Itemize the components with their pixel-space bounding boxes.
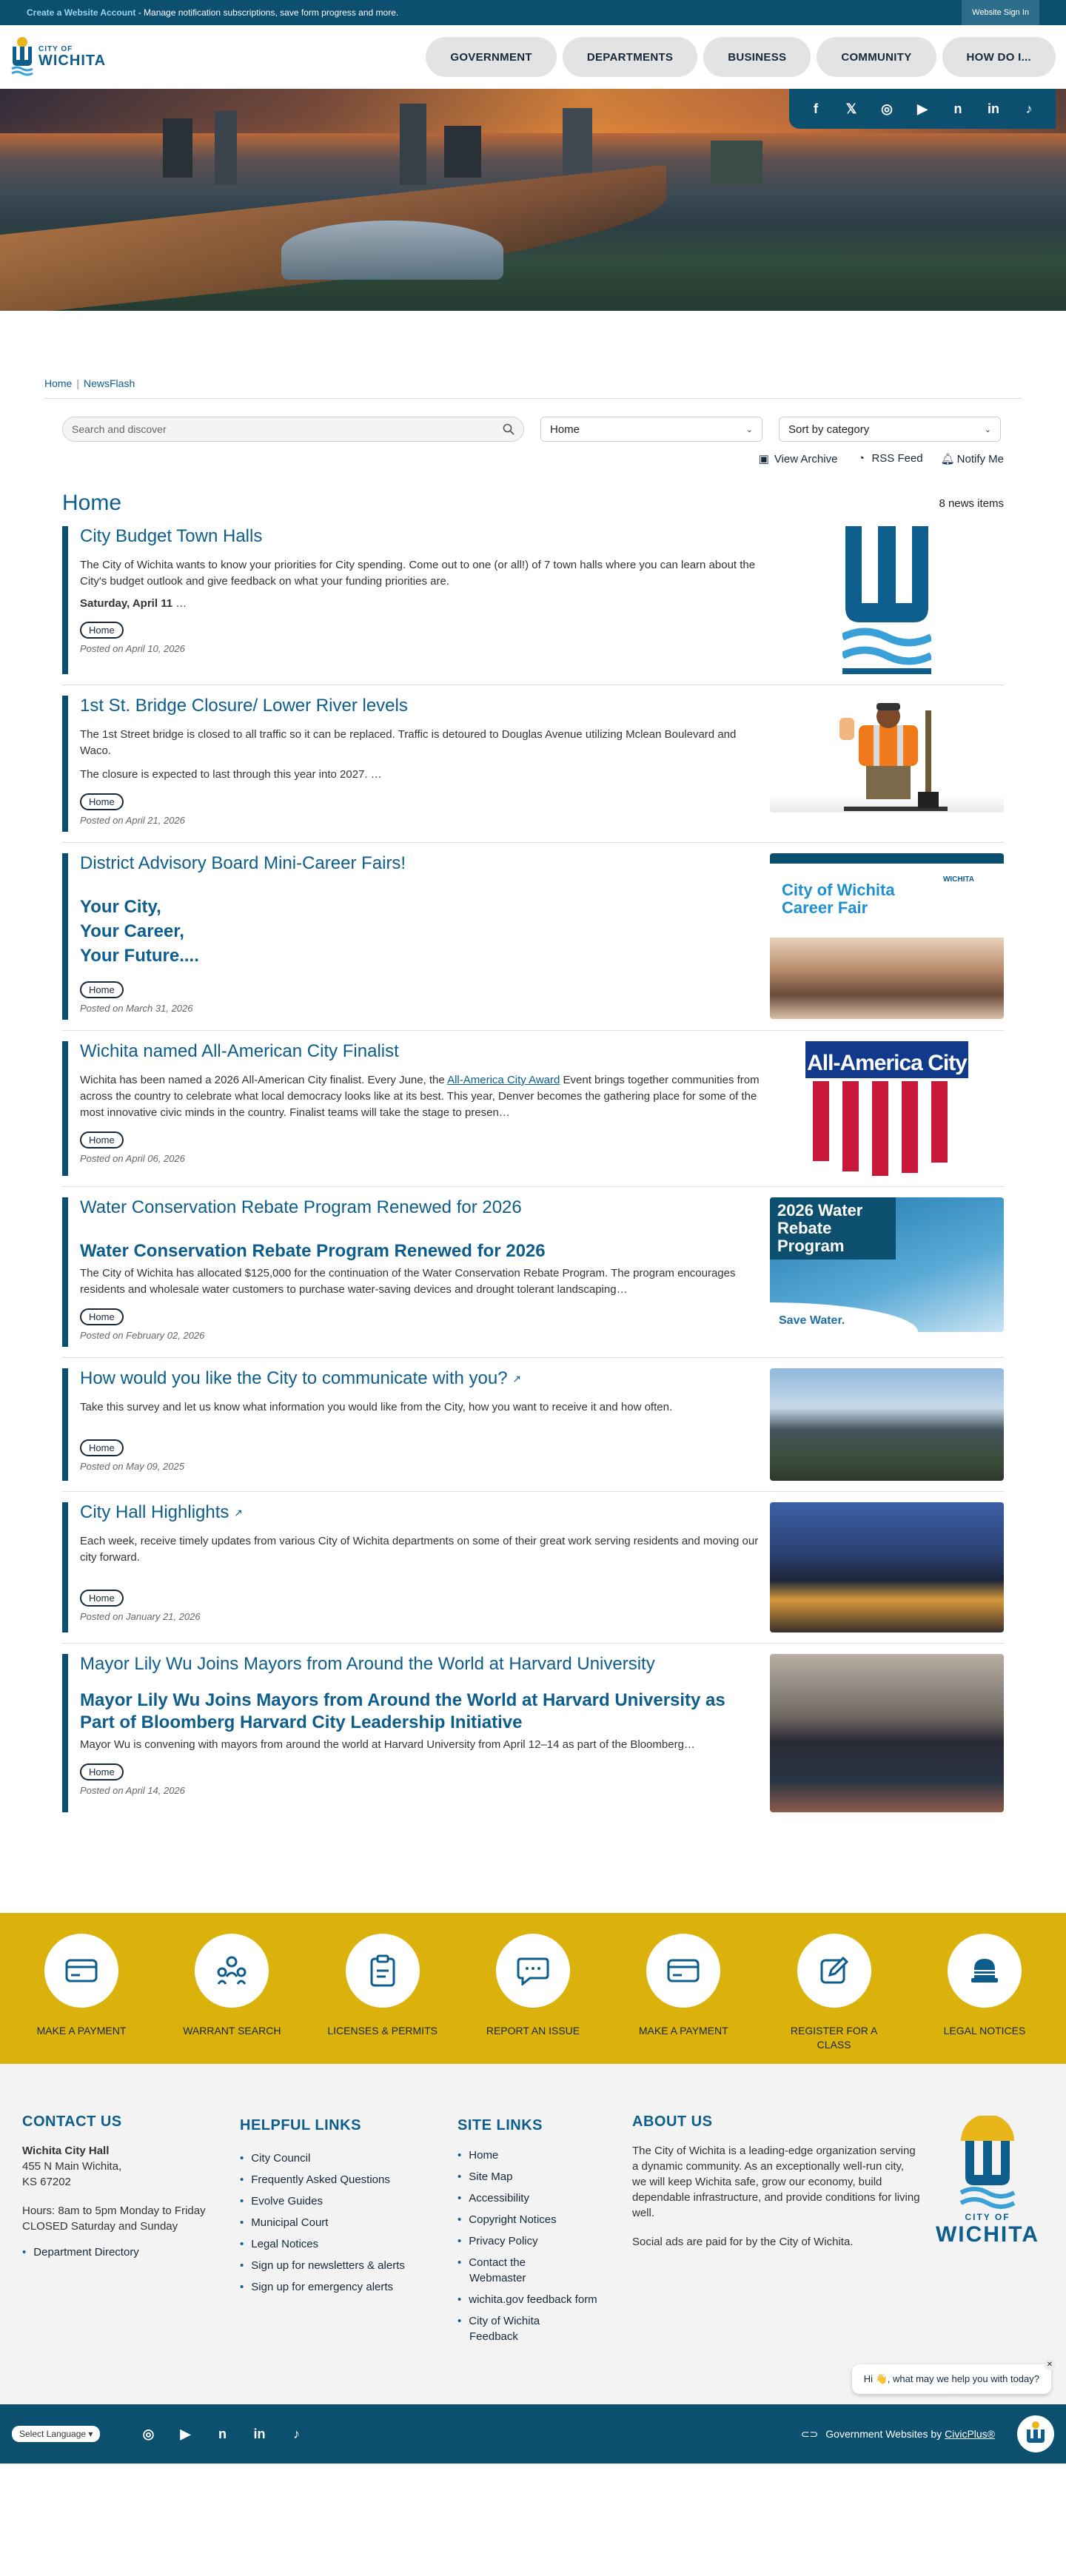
- wichita-logo-icon: [842, 526, 931, 674]
- wichita-logo-icon: [958, 2116, 1017, 2212]
- chat-icon: [496, 1934, 570, 2008]
- account-bar: [0, 0, 1066, 25]
- wichita-logo-icon: [10, 36, 34, 78]
- helpful-links-heading: HELPFUL LINKS: [240, 2117, 361, 2133]
- chat-prompt[interactable]: [852, 2360, 1053, 2394]
- footer-link[interactable]: • Privacy Policy: [457, 2233, 632, 2249]
- nav-business[interactable]: BUSINESS: [703, 37, 811, 77]
- save-water-text: Save Water.: [770, 1302, 918, 1332]
- news-item-title[interactable]: Water Conservation Rebate Program Renewed for 2026: [80, 1197, 522, 1217]
- people-photo: [770, 938, 1004, 1019]
- news-item-image[interactable]: [770, 1654, 1004, 1812]
- news-title: Home: [62, 491, 122, 515]
- hero-building: [400, 104, 426, 185]
- news-divider: [62, 1643, 1004, 1644]
- account-message-text: - Manage notification subscriptions, save form progress and more.: [135, 7, 399, 18]
- construction-worker-illustration: [770, 696, 1004, 813]
- news-item-image[interactable]: [770, 1041, 1004, 1176]
- subtitle-line: Your City,: [80, 897, 161, 917]
- bottom-bar: [0, 2404, 1066, 2464]
- news-item-body: [80, 526, 761, 674]
- news-item-posted: Posted on March 31, 2026: [80, 1003, 193, 1014]
- nextdoor-icon[interactable]: n: [218, 2426, 227, 2441]
- service-licenses-permits[interactable]: [324, 1934, 442, 2064]
- news-item: [62, 1502, 1004, 1632]
- news-item-text: Each week, receive timely updates from various City of Wichita departments on some of their great work serving residents and moving our city forward.: [80, 1535, 759, 1564]
- contact-address: KS 67202: [22, 2176, 71, 2188]
- instagram-icon[interactable]: ◎: [881, 101, 893, 116]
- news-item-title-text: How would you like the City to communicate with you?: [80, 1368, 508, 1388]
- news-text-part: Wichita has been named a 2026 All-American City finalist. Every June, the: [80, 1074, 448, 1086]
- news-divider: [62, 1357, 1004, 1358]
- contact-heading: CONTACT US: [22, 2113, 122, 2130]
- sort-select-value: Sort by category: [788, 423, 870, 436]
- linkedin-icon[interactable]: in: [988, 101, 999, 116]
- site-links-list: [457, 2148, 632, 2344]
- service-label: MAKE A PAYMENT: [36, 2025, 127, 2037]
- category-select[interactable]: [540, 417, 762, 442]
- service-report-issue[interactable]: [474, 1934, 592, 2064]
- hero-banner: [0, 89, 1066, 311]
- nav-departments[interactable]: DEPARTMENTS: [563, 37, 697, 77]
- sign-in-button[interactable]: Website Sign In: [962, 0, 1039, 25]
- news-item-date-bold: Saturday, April 11: [80, 597, 173, 610]
- news-item-tag[interactable]: Home: [80, 1131, 124, 1149]
- youtube-icon[interactable]: ▶: [917, 101, 928, 116]
- news-item-body: [80, 1502, 761, 1632]
- helpful-links-section: [240, 2114, 457, 2360]
- breadcrumb-newsflash[interactable]: NewsFlash: [84, 377, 135, 389]
- footer-link[interactable]: • Accessibility: [457, 2190, 632, 2206]
- civicplus-prefix: Government Websites by: [825, 2428, 945, 2440]
- breadcrumb-separator: |: [76, 377, 79, 389]
- youtube-icon[interactable]: ▶: [180, 2426, 191, 2441]
- service-label: LICENSES & PERMITS: [327, 2025, 438, 2037]
- civicplus-text: [825, 2428, 995, 2440]
- news-item-posted: Posted on February 02, 2026: [80, 1330, 205, 1341]
- tiktok-icon[interactable]: ♪: [292, 2426, 300, 2441]
- news-divider: [62, 1186, 1004, 1187]
- rss-feed-link[interactable]: [855, 452, 922, 465]
- footer-logo-city-of: CITY OF: [965, 2212, 1010, 2222]
- news-item-text: The 1st Street bridge is closed to all traffic so it can be replaced. Traffic is detoured to Douglas Avenue utilizing Mclean Boulevard and Waco.: [80, 728, 737, 757]
- footer-link[interactable]: • Copyright Notices: [457, 2212, 632, 2227]
- news-item-subtitle: Mayor Lily Wu Joins Mayors from Around the World at Harvard University as Part of Bloomberg Harvard City Leadership Initiative: [80, 1690, 725, 1732]
- pencil-icon: [797, 1934, 871, 2008]
- nav-how-do-i[interactable]: HOW DO I...: [942, 37, 1056, 77]
- news-divider: [62, 1030, 1004, 1031]
- news-item-title[interactable]: Mayor Lily Wu Joins Mayors from Around the World at Harvard University: [80, 1654, 655, 1674]
- search-icon[interactable]: [503, 423, 514, 435]
- news-item-text: Mayor Wu is convening with mayors from around the world at Harvard University from April 12–14 as part of the Bloomberg…: [80, 1738, 695, 1751]
- hero-building: [215, 111, 237, 185]
- news-item: [62, 853, 1004, 1020]
- warrant-icon: [195, 1934, 269, 2008]
- badge-stripes: [805, 1078, 968, 1176]
- news-item-posted: Posted on April 14, 2026: [80, 1785, 185, 1796]
- news-item-body: [80, 696, 761, 832]
- footer-link[interactable]: • Legal Notices: [240, 2233, 457, 2255]
- category-select-value: Home: [550, 423, 580, 436]
- footer-link[interactable]: • Evolve Guides: [240, 2190, 457, 2212]
- news-item-body: [80, 853, 761, 1020]
- news-count: 8 news items: [939, 497, 1004, 510]
- news-item-text: The City of Wichita wants to know your priorities for City spending. Come out to one (or all!) of 7 town halls where you can learn about the City's budget outlook and give feedback on what your funding priorities are.: [80, 559, 756, 588]
- rss-feed-label: RSS Feed: [871, 452, 923, 465]
- service-warrant-search[interactable]: [172, 1934, 291, 2064]
- news-item: [62, 1041, 1004, 1176]
- news-list: [62, 491, 1004, 1812]
- news-item-body: [80, 1368, 761, 1481]
- news-item-image[interactable]: [770, 1502, 1004, 1632]
- career-fair-logo: WICHITA: [942, 875, 974, 884]
- contact-address: 455 N Main Wichita,: [22, 2160, 122, 2173]
- news-tools: [0, 452, 1004, 465]
- news-item-subtitle: Water Conservation Rebate Program Renewed for 2026: [80, 1241, 546, 1261]
- footer-link[interactable]: • wichita.gov feedback form: [457, 2292, 598, 2307]
- news-item-tag[interactable]: Home: [80, 1590, 124, 1607]
- hero-building: [444, 126, 481, 178]
- footer-link[interactable]: • City Council: [240, 2148, 457, 2169]
- about-heading: ABOUT US: [632, 2113, 713, 2130]
- civicplus-credit: [801, 2415, 1054, 2452]
- news-item-image[interactable]: [770, 1368, 1004, 1481]
- all-america-city-award-link[interactable]: All-America City Award: [447, 1074, 560, 1086]
- nextdoor-icon[interactable]: n: [953, 101, 962, 116]
- footer-link[interactable]: • City of Wichita Feedback: [457, 2313, 569, 2344]
- language-select-label: Select Language: [19, 2429, 87, 2439]
- main-nav: [426, 37, 1056, 77]
- image-band: [770, 853, 1004, 864]
- news-item-image[interactable]: [770, 696, 1004, 813]
- news-header: [62, 491, 1004, 516]
- account-message: [27, 7, 398, 18]
- footer-link[interactable]: • Frequently Asked Questions: [240, 2169, 457, 2190]
- logo-city-of: CITY OF: [38, 45, 73, 53]
- service-label: MAKE A PAYMENT: [638, 2025, 728, 2037]
- news-item-posted: Posted on April 10, 2026: [80, 643, 185, 654]
- view-archive-link[interactable]: [758, 452, 838, 465]
- news-item-posted: Posted on January 21, 2026: [80, 1611, 201, 1622]
- payment-icon: [646, 1934, 720, 2008]
- search-placeholder: Search and discover: [72, 423, 167, 435]
- contact-name: Wichita City Hall: [22, 2145, 110, 2157]
- archive-icon: ▣: [758, 453, 769, 465]
- chevron-down-icon: ⌄: [745, 425, 753, 434]
- service-label: REGISTER FOR A CLASS: [790, 2025, 878, 2051]
- career-fair-title: City of Wichita Career Fair: [782, 881, 895, 917]
- news-item-text: Take this survey and let us know what information you would like from the City, how you want to receive it and how often.: [80, 1401, 673, 1413]
- news-item-text: [80, 1072, 761, 1121]
- bell-icon: [948, 1934, 1022, 2008]
- payment-icon: [44, 1934, 118, 2008]
- footer-link[interactable]: • Municipal Court: [240, 2212, 457, 2233]
- news-item-image[interactable]: [770, 853, 1004, 1019]
- news-divider: [62, 1491, 1004, 1492]
- footer-logo[interactable]: [921, 2116, 1054, 2247]
- rss-icon: ◔: [857, 452, 865, 465]
- service-label: LEGAL NOTICES: [943, 2025, 1026, 2037]
- footer-link[interactable]: • Home: [457, 2148, 632, 2163]
- news-item-body: [80, 1197, 761, 1347]
- news-item-posted: Posted on April 06, 2026: [80, 1153, 185, 1164]
- news-item-title[interactable]: City Budget Town Halls: [80, 526, 263, 546]
- accessibility-badge[interactable]: [1017, 2415, 1054, 2452]
- services-bar: [0, 1913, 1066, 2064]
- news-item-image[interactable]: [770, 526, 1004, 674]
- helpful-links-list: [240, 2148, 457, 2298]
- view-archive-label: View Archive: [774, 453, 838, 465]
- civicplus-link[interactable]: CivicPlus®: [945, 2428, 995, 2440]
- notify-me-label: Notify Me: [956, 453, 1004, 465]
- external-link-icon: ↗: [512, 1373, 521, 1385]
- news-item-title[interactable]: 1st St. Bridge Closure/ Lower River levels: [80, 696, 408, 716]
- news-item: [62, 1654, 1004, 1812]
- external-link-icon: ↗: [234, 1507, 243, 1519]
- news-item-body: [80, 1654, 761, 1812]
- news-item-title[interactable]: [80, 1368, 761, 1389]
- news-item-title[interactable]: [80, 1502, 761, 1523]
- news-item-subtitle: [80, 895, 761, 968]
- logo-text: [38, 46, 106, 68]
- clipboard-icon: [346, 1934, 420, 2008]
- sort-select[interactable]: [779, 417, 1001, 442]
- about-us-section: [632, 2114, 921, 2360]
- news-item-tag[interactable]: Home: [80, 1308, 124, 1325]
- chat-prompt-text: Hi 👋, what may we help you with today?: [863, 2373, 1039, 2384]
- service-register-class[interactable]: [775, 1934, 894, 2064]
- news-item-posted: Posted on April 21, 2026: [80, 815, 185, 826]
- news-item-posted: Posted on May 09, 2025: [80, 1461, 184, 1472]
- facebook-icon[interactable]: f: [814, 101, 818, 116]
- all-america-badge: [805, 1041, 968, 1176]
- spacer: [22, 2190, 240, 2203]
- water-rebate-title: 2026 Water Rebate Program: [770, 1197, 896, 1260]
- bell-icon: 🔔︎: [940, 453, 955, 465]
- news-item-tag[interactable]: Home: [80, 793, 124, 810]
- service-legal-notices[interactable]: [925, 1934, 1044, 2064]
- site-footer: [0, 2064, 1066, 2404]
- service-label: WARRANT SEARCH: [183, 2025, 281, 2037]
- contact-hours: CLOSED Saturday and Sunday: [22, 2220, 178, 2233]
- tiktok-icon[interactable]: ♪: [1025, 101, 1033, 116]
- department-directory-link[interactable]: • Department Directory: [22, 2242, 240, 2263]
- hero-museum: [281, 221, 503, 280]
- news-item: [62, 696, 1004, 832]
- service-make-payment[interactable]: [22, 1934, 141, 2064]
- subtitle-line: Your Career,: [80, 921, 184, 941]
- linkedin-icon[interactable]: in: [253, 2426, 266, 2441]
- x-icon[interactable]: 𝕏: [845, 101, 857, 116]
- wichita-logo-icon: [1025, 2421, 1047, 2447]
- news-item-title-text: City Hall Highlights: [80, 1502, 229, 1522]
- contact-us-section: [22, 2114, 240, 2360]
- breadcrumb-home[interactable]: Home: [44, 377, 73, 389]
- search-input[interactable]: [62, 417, 524, 442]
- news-item: [62, 1368, 1004, 1481]
- all-america-title: All-America City: [805, 1049, 968, 1078]
- news-text-part: Event brings together communities from across the country to celebrate what local democracy looks like at its best. This year, Denver becomes the gathering place for some of the most innovative civic minds in the country. Finalist teams will take the stage to presen…: [80, 1074, 760, 1119]
- news-item-bold: [80, 597, 761, 610]
- service-make-payment[interactable]: [624, 1934, 742, 2064]
- breadcrumb: [44, 377, 1022, 399]
- footer-link[interactable]: • Sign up for emergency alerts: [240, 2276, 457, 2298]
- site-links-section: [457, 2114, 632, 2360]
- civicplus-icon: ⊂⊃: [800, 2427, 819, 2440]
- language-select[interactable]: Select Language ▾: [12, 2426, 100, 2442]
- news-item-tag[interactable]: Home: [80, 1763, 124, 1780]
- hero-building: [563, 108, 592, 182]
- about-ads-text: Social ads are paid for by the City of Wichita.: [632, 2236, 854, 2248]
- hero-building: [711, 141, 762, 185]
- news-item-ellipsis[interactable]: …: [172, 597, 187, 610]
- badge-top-band: [805, 1041, 968, 1049]
- nav-government[interactable]: GOVERNMENT: [426, 37, 557, 77]
- hero-building: [163, 118, 192, 178]
- news-item-image[interactable]: [770, 1197, 1004, 1332]
- news-item-tag[interactable]: Home: [80, 1439, 124, 1456]
- news-item-title[interactable]: Wichita named All-American City Finalist: [80, 1041, 399, 1061]
- news-item-text: The City of Wichita has allocated $125,000 for the continuation of the Water Conservation Rebate Program. The program encourages residents and wholesale water customers to purchase water-saving devices and drought tolerant landscaping…: [80, 1267, 736, 1296]
- bottom-social: [12, 2423, 307, 2445]
- footer-link[interactable]: • Contact the Webmaster: [457, 2255, 569, 2286]
- subtitle-line: Your Future....: [80, 946, 199, 966]
- social-bar: [789, 89, 1056, 129]
- footer-link[interactable]: • Sign up for newsletters & alerts: [240, 2255, 457, 2276]
- news-item: [62, 1197, 1004, 1347]
- logo-wichita: WICHITA: [38, 53, 107, 69]
- site-links-heading: SITE LINKS: [457, 2117, 543, 2133]
- city-logo[interactable]: [10, 36, 106, 78]
- contact-hours: Hours: 8am to 5pm Monday to Friday: [22, 2205, 206, 2217]
- chevron-down-icon: ⌄: [984, 425, 991, 434]
- notify-me-link[interactable]: [941, 452, 1004, 465]
- create-account-link[interactable]: Create a Website Account: [27, 7, 136, 18]
- about-text: The City of Wichita is a leading-edge organization serving a dynamic community. As an exceptionally well-run city, we will keep Wichita safe, grow our economy, build dependable infrastructure, and provide conditions for living well.: [632, 2145, 920, 2219]
- news-item-tag[interactable]: Home: [80, 622, 124, 639]
- news-item: [62, 526, 1004, 674]
- close-icon[interactable]: ✕: [1044, 2358, 1056, 2370]
- news-item-body: [80, 1041, 761, 1176]
- footer-logo-wichita: WICHITA: [935, 2222, 1040, 2247]
- nav-community[interactable]: COMMUNITY: [817, 37, 936, 77]
- site-header: [0, 25, 1066, 89]
- instagram-icon[interactable]: ◎: [142, 2426, 155, 2441]
- news-item-title[interactable]: District Advisory Board Mini-Career Fairs!: [80, 853, 406, 873]
- service-label: REPORT AN ISSUE: [486, 2025, 580, 2037]
- search-row: [62, 417, 1004, 442]
- news-item-tag[interactable]: Home: [80, 981, 124, 998]
- news-item-text: The closure is expected to last through this year into 2027. …: [80, 768, 382, 781]
- news-divider: [62, 842, 1004, 843]
- contact-links: [22, 2242, 240, 2263]
- footer-link[interactable]: • Site Map: [457, 2169, 632, 2185]
